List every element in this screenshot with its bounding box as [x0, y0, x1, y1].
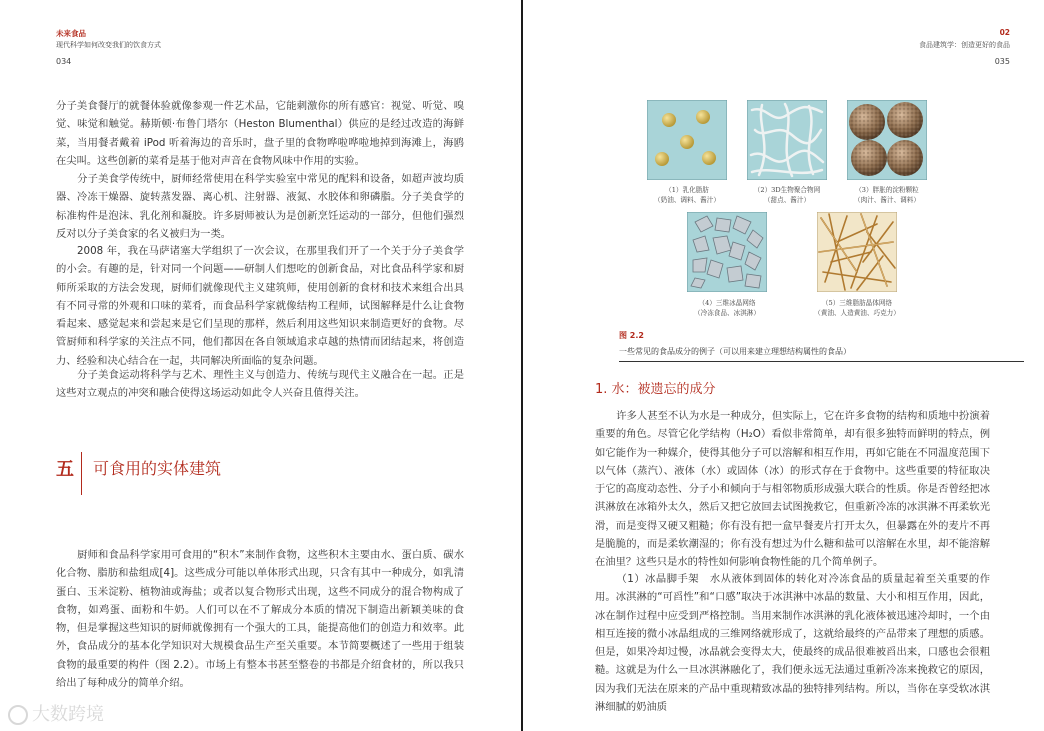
figure-panel-emulsified-fat [647, 100, 727, 180]
running-header-subtitle: 食品建筑学：创造更好的食品 [919, 41, 1010, 49]
running-header-subtitle: 现代科学如何改变我们的饮食方式 [56, 41, 161, 49]
section-title: 可食用的实体建筑 [93, 459, 222, 478]
section-heading: 1. 水：被遗忘的成分 [595, 382, 716, 397]
figure-panel-starch-granules [847, 100, 927, 180]
paragraph: 分子美食餐厅的就餐体验就像参观一件艺术品，它能刺激你的所有感官：视觉、听觉、嗅觉、味觉和触觉。赫斯顿·布鲁门塔尔（Heston Blumenthal）供应的是经过改造的海鲜菜，当用餐者戴着 iPod 听着海边的音乐时，盘子里的食物哗啦哗啦地掉到海滩上，海鸥在尖叫。这些创新的菜肴是基于他对声音在食物风味中作用的实验。 [56, 100, 464, 167]
paragraph: 厨师和食品科学家用可食用的“积木”来制作食物，这些积木主要由水、蛋白质、碳水化合物、脂肪和盐组成[4]。这些成分可能以单体形式出现，只含有其中一种成分，如乳清蛋白、玉米淀粉、植物油或海盐；或者以复合物形式出现，这些不同成分的混合物构成了食物，如鸡蛋、面粉和牛奶。人们可以在不了解成分本质的情况下制造出新颖美味的食物，但是掌握这些知识的厨师就像拥有一个强大的工具，能提高他们的创造力和效率。此外，食品成分的基本化学知识对大规模食品生产至关重要。本节简要概述了一些用于组装食物的最重要的构件（图 2.2）。市场上有整本书甚至整卷的书都是介绍食材的，所以我只给出了每种成分的简单介绍。 [56, 549, 464, 690]
starch-granules-image [847, 100, 927, 180]
paragraph: 分子美食运动将科学与艺术、理性主义与创造力、传统与现代主义融合在一起。正是这些对立观点的冲突和融合使得这场运动如此令人兴奋且值得关注。 [56, 369, 464, 400]
paragraph: 2008 年，我在马萨诸塞大学组织了一次会议，在那里我们开了一个关于分子美食学的小会。有趣的是，针对同一个问题——研制人们想吃的创新食品，对比食品科学家和厨师所采取的方法会发现，厨师们就像现代主义建筑师，使用创新的食材和技术来组合出具有不同寻常的外观和口味的菜肴，而食品科学家就像结构工程师，试图解释是什么让食物看起来、感觉起来和尝起来是它们呈现的那样，然后利用这些知识来制造更好的食物。尽管厨师和科学家的关注点不同，他们都因在各自领域追求卓越的热情而团结起来，将创造力、经验和决心结合在一起，共同解决所面临的复杂问题。 [56, 245, 464, 367]
right-page [523, 0, 1044, 731]
emulsion-droplets-image [647, 100, 727, 180]
running-header-chapter: 02 [999, 28, 1010, 37]
paragraph: 分子美食学传统中，厨师经常使用在科学实验室中常见的配料和设备，如超声波均质器、冷冻干燥器、旋转蒸发器、离心机、注射器、液氮、水胶体和卵磷脂。分子美食学的标准构件是泡沫、乳化剂和凝胶。许多厨师被认为是创新烹饪运动的一部分，但他们强烈反对以分子美食家的名义被归为一类。 [56, 173, 464, 240]
left-page [0, 0, 521, 731]
ice-crystals-image [687, 212, 767, 292]
figure-description: 一些常见的食品成分的例子（可以用来建立理想结构属性的食品） [619, 347, 851, 356]
figure-panel-biopolymer-network [747, 100, 827, 180]
figure-panel-fat-crystals [817, 212, 897, 292]
page-number: 034 [56, 57, 72, 66]
biopolymer-network-image [747, 100, 827, 180]
section-number: 五 [56, 459, 74, 480]
paragraph: （1）冰晶脚手架 水从液体到固体的转化对冷冻食品的质量起着至关重要的作用。冰淇淋的“可舀性”和“口感”取决于冰淇淋中冰晶的数量、大小和相互作用，因此，冰在制作过程中应受到严格控制。当用来制作冰淇淋的乳化液体被迅速冷却时，一个由相互连接的微小冰晶组成的三维网络就形成了，这就给最终的产品带来了理想的质感。但是，如果冷却过慢，冰晶就会变得太大，使最终的成品很难被舀出来，口感也会很粗糙。这就是为什么一旦冰淇淋融化了，我们便永远无法通过重新冷冻来挽救它的原因，因为我们无法在原来的产品中重现精致冰晶的独特排列结构。所以，当你在享受软冰淇淋细腻的奶油质 [595, 573, 990, 714]
page-number: 035 [994, 57, 1010, 66]
figure-caption: （1）乳化脂肪 （奶油、调料、酱汁） [654, 186, 720, 204]
watermark: 大数跨境 [8, 700, 104, 726]
figure-caption: （5）三维脂肪晶体网络 （黄油、人造黄油、巧克力） [814, 299, 900, 317]
figure-rule [619, 361, 1024, 362]
watermark-logo-icon [8, 705, 28, 725]
figure-panel-ice-crystals [687, 212, 767, 292]
running-header-title: 未来食品 [56, 29, 86, 38]
figure-caption: （4）三维冰晶网络 （冷冻食品、冰淇淋） [694, 299, 760, 317]
figure-label: 图 2.2 [619, 331, 644, 340]
section-divider [81, 452, 82, 495]
paragraph: 许多人甚至不认为水是一种成分，但实际上，它在许多食物的结构和质地中扮演着重要的角色。尽管它化学结构（H₂O）看似非常简单，却有很多独特而鲜明的特点，例如它能作为一种媒介，使得其他分子可以溶解和相互作用，再如它能在不同温度范围下以气体（蒸汽）、液体（水）或固体（冰）的形式存在于食物中。这些重要的特征取决于它的高度动态性、分子小和倾向于与相邻物质形成强大联合的性质。你是否曾经把冰淇淋放在冰箱外太久，然后又把它放回去试图挽救它，但重新冷冻的冰淇淋不再柔软光滑，而是变得又硬又粗糙；你有没有把一盒早餐麦片打开太久，但暴露在外的麦片不再是脆脆的，而是柔软潮湿的；你有没有想过为什么糖和盐可以溶解在水里，却不能溶解在油里？这些只是水的特性如何影响食物性能的几个简单例子。 [595, 410, 990, 569]
figure-caption: （2）3D生物聚合物网 （甜点、酱汁） [753, 186, 821, 204]
figure-caption: （3）胖胀的淀粉颗粒 （肉汁、酱汁、调料） [854, 186, 920, 204]
fat-crystals-image [817, 212, 897, 292]
